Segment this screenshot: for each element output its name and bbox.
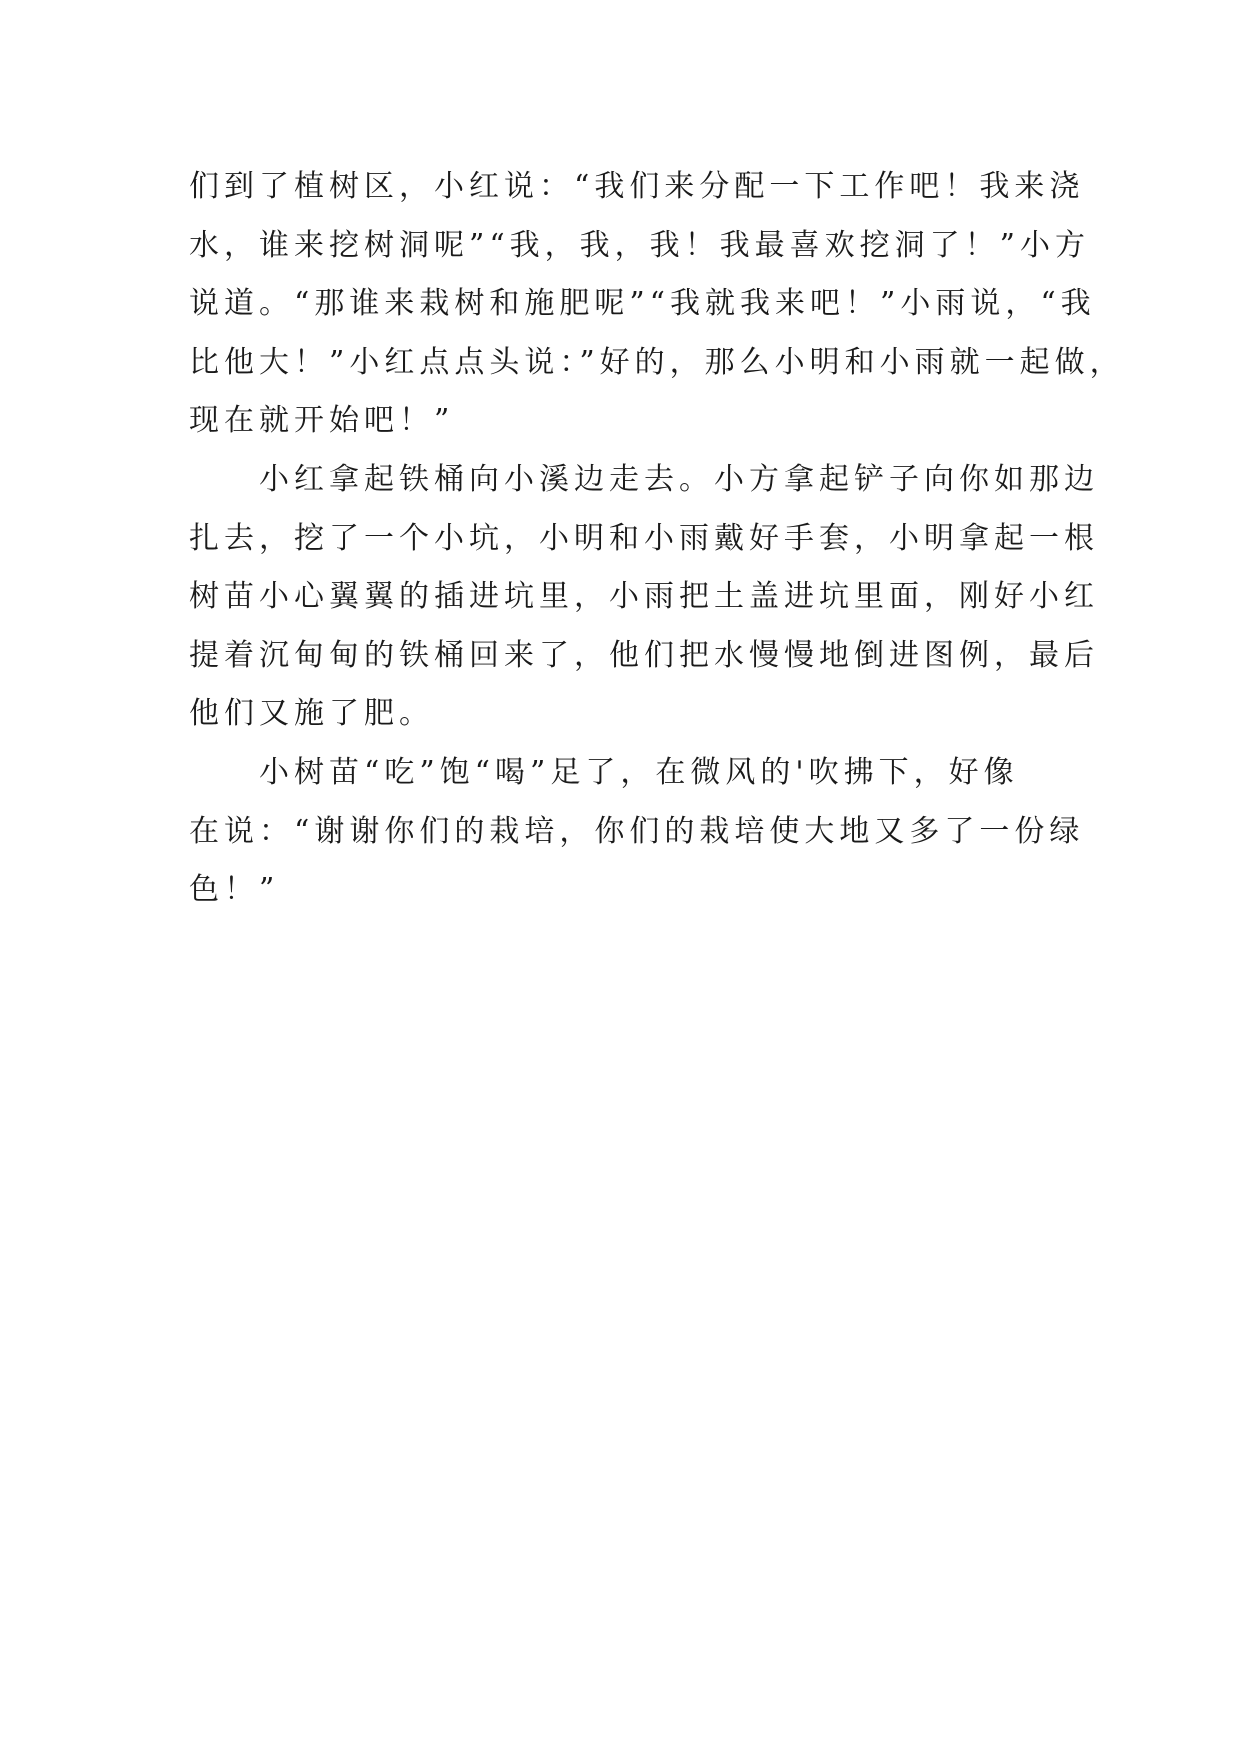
paragraph-2 [189, 451, 1099, 744]
text-line: 树苗小心翼翼的插进坑里，小雨把土盖进坑里面，刚好小红 [189, 579, 1099, 615]
text-line: 他们又施了肥。 [189, 696, 434, 732]
text-line: 扎去，挖了一个小坑，小明和小雨戴好手套，小明拿起一根 [189, 520, 1099, 556]
text-line: 提着沉甸甸的铁桶回来了，他们把水慢慢地倒进图例，最后 [189, 637, 1099, 673]
text-line: 说道。“那谁来栽树和施肥呢”“我就我来吧！”小雨说，“我 [189, 286, 1096, 322]
text-line: 现在就开始吧！” [189, 403, 455, 439]
text-line: 比他大！”小红点点头说：”好的，那么小明和小雨就一起做， [189, 344, 1125, 380]
text-line-indented: 小树苗“吃”饱“喝”足了，在微风的'吹拂下，好像 [259, 754, 1019, 790]
paragraph-1 [189, 158, 1125, 451]
text-line: 色！” [189, 872, 280, 908]
text-line: 水，谁来挖树洞呢”“我，我，我！我最喜欢挖洞了！”小方 [189, 227, 1091, 263]
text-line: 们到了植树区，小红说：“我们来分配一下工作吧！我来浇 [189, 169, 1085, 204]
paragraph-3 [189, 744, 1085, 920]
text-line: 在说：“谢谢你们的栽培，你们的栽培使大地又多了一份绿 [189, 813, 1085, 849]
document-body [189, 158, 1125, 920]
text-line-indented: 小红拿起铁桶向小溪边走去。小方拿起铲子向你如那边 [259, 461, 1099, 497]
